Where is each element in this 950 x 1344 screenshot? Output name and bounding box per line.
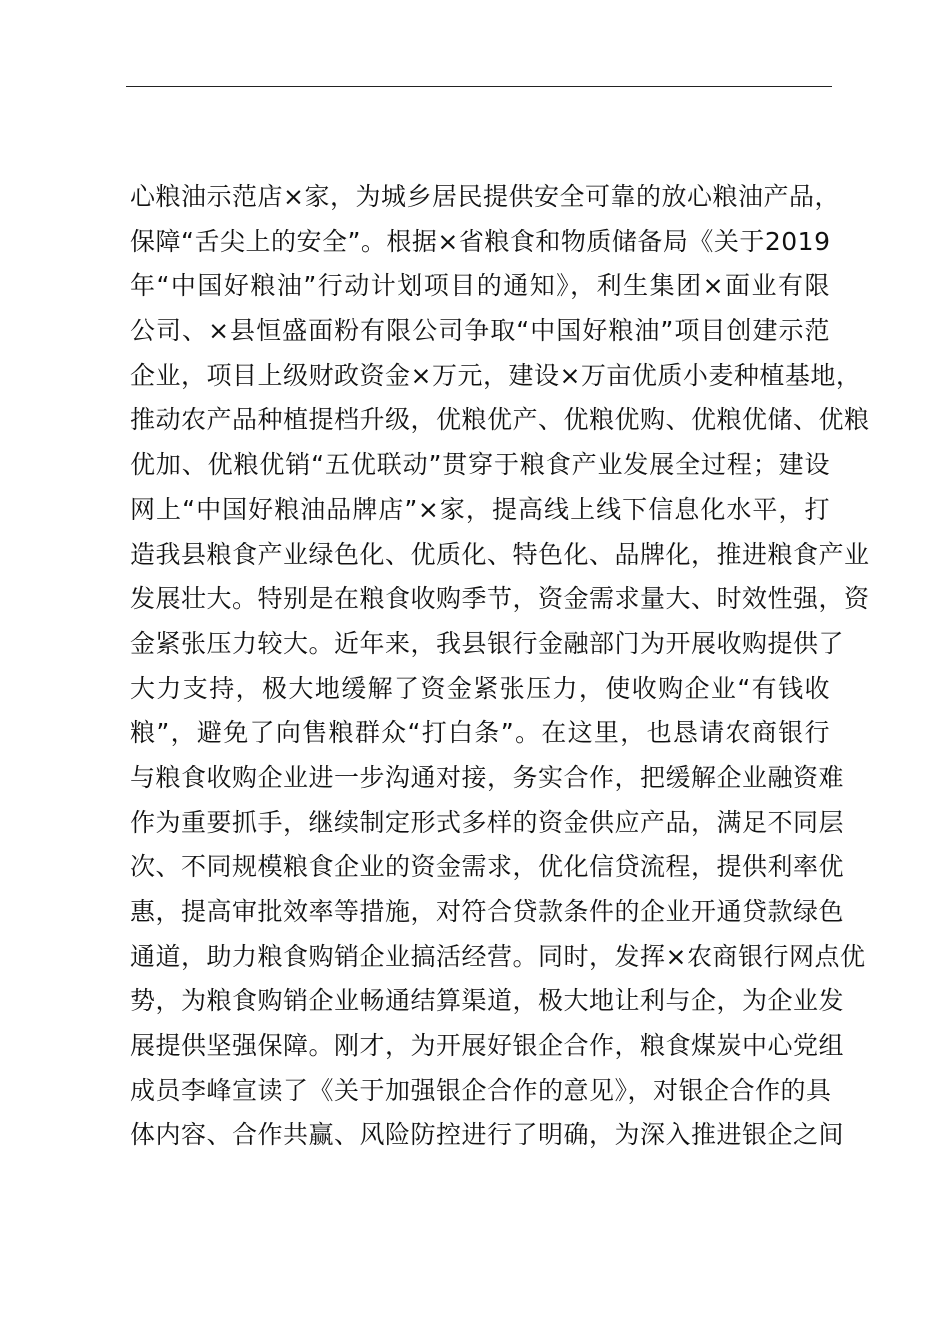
text-line: 惠，提高审批效率等措施，对符合贷款条件的企业开通贷款绿色 xyxy=(130,897,845,926)
body-text xyxy=(130,175,870,1158)
text-line: 体内容、合作共赢、风险防控进行了明确，为深入推进银企之间 xyxy=(130,1120,845,1150)
text-line: 粮”，避免了向售粮群众“打白条”。在这里，也恳请农商银行 xyxy=(130,718,830,748)
text-line: 展提供坚强保障。刚才，为开展好银企合作，粮食煤炭中心党组 xyxy=(130,1031,845,1061)
text-line: 与粮食收购企业进一步沟通对接，务实合作，把缓解企业融资难 xyxy=(130,762,845,792)
text-line: 大力支持，极大地缓解了资金紧张压力，使收购企业“有钱收 xyxy=(130,673,830,703)
text-line: 势，为粮食购销企业畅通结算渠道，极大地让利与企，为企业发 xyxy=(130,986,845,1016)
text-line: 金紧张压力较大。近年来，我县银行金融部门为开展收购提供了 xyxy=(130,628,845,658)
header-rule xyxy=(126,86,832,87)
text-line: 年“中国好粮油”行动计划项目的通知》，利生集团×面业有限 xyxy=(130,271,830,301)
text-line: 保障“舌尖上的安全”。根据×省粮食和物质储备局《关于2019 xyxy=(130,226,831,256)
text-line: 网上“中国好粮油品牌店”×家，提高线上线下信息化水平，打 xyxy=(130,494,830,524)
text-line: 企业，项目上级财政资金×万元，建设×万亩优质小麦种植基地， xyxy=(130,360,862,390)
text-line: 造我县粮食产业绿色化、优质化、特色化、品牌化，推进粮食产业 xyxy=(130,539,870,569)
text-line: 通道，助力粮食购销企业搞活经营。同时，发挥×农商银行网点优 xyxy=(130,941,866,971)
text-line: 公司、×县恒盛面粉有限公司争取“中国好粮油”项目创建示范 xyxy=(130,316,830,346)
text-line: 推动农产品种植提档升级，优粮优产、优粮优购、优粮优储、优粮 xyxy=(130,405,870,435)
text-line: 心粮油示范店×家，为城乡居民提供安全可靠的放心粮油产品， xyxy=(130,182,840,211)
text-line: 优加、优粮优销“五优联动”贯穿于粮食产业发展全过程；建设 xyxy=(130,450,830,480)
text-line: 作为重要抓手，继续制定形式多样的资金供应产品，满足不同层 xyxy=(130,807,845,837)
text-line: 次、不同规模粮食企业的资金需求，优化信贷流程，提供利率优 xyxy=(130,852,845,882)
text-line: 发展壮大。特别是在粮食收购季节，资金需求量大、时效性强，资 xyxy=(130,584,870,614)
text-line: 成员李峰宣读了《关于加强银企合作的意见》，对银企合作的具 xyxy=(130,1075,832,1105)
